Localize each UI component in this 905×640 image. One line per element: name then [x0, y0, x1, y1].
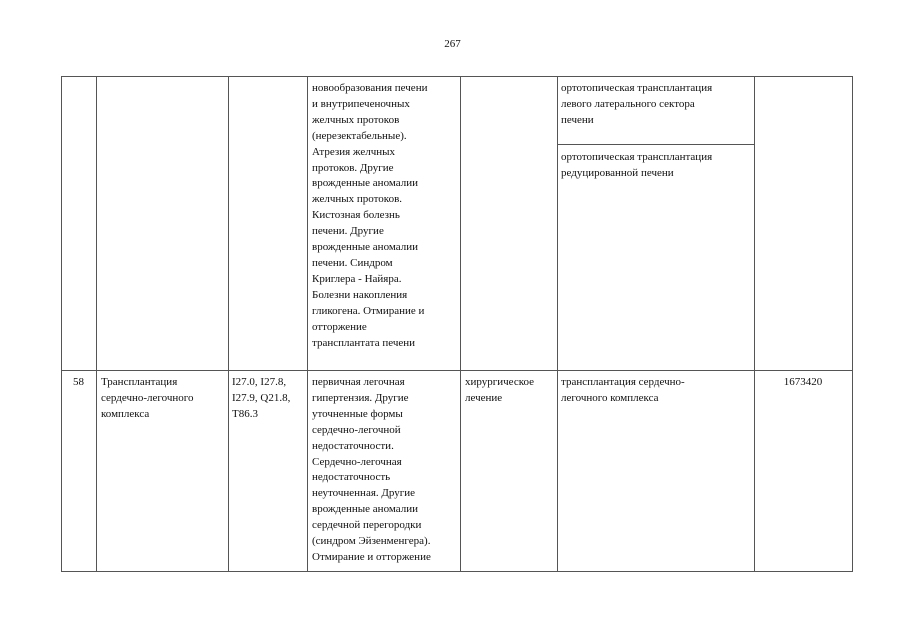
- column-border: [228, 76, 229, 572]
- column-border: [557, 76, 558, 572]
- table-cell-number: 58: [73, 376, 84, 388]
- column-border: [852, 76, 853, 572]
- column-border: [460, 76, 461, 572]
- page-number: 267: [444, 38, 461, 50]
- table-cell-disease: новообразования печени и внутрипеченочных желчных протоков (нерезектабельные). Атрезия желчных протоков. Другие врожденные аномалии желчных протоков. Кистозная болезнь печени. Другие врожденные аномалии печени. Синдром Криглера - Найяра. Болезни накопления гликогена. Отмирание и отторжение трансплантата печени: [312, 82, 428, 349]
- method-divider: [557, 144, 754, 145]
- table-top-border: [61, 76, 853, 77]
- column-border: [754, 76, 755, 572]
- table-bottom-border: [61, 571, 853, 572]
- table-cell-name: Трансплантация сердечно-легочного комплекса: [101, 376, 194, 420]
- table-cell-method: ортотопическая трансплантация редуцированной печени: [561, 151, 713, 179]
- table-cell-codes: I27.0, I27.8, I27.9, Q21.8, T86.3: [232, 376, 291, 420]
- table-cell-treatment: хирургическое лечение: [465, 376, 535, 404]
- row-divider: [61, 370, 853, 371]
- column-border: [307, 76, 308, 572]
- column-border: [61, 76, 62, 572]
- table-cell-disease: первичная легочная гипертензия. Другие уточненные формы сердечно-легочной недостаточности. Сердечно-легочная недостаточность неуточненная. Другие врожденные аномалии сердечной перегородки (синдром Эйзенменгера). Отмирание и отторжение: [312, 376, 431, 563]
- table-cell-cost: 1673420: [783, 376, 823, 388]
- table-cell-method: ортотопическая трансплантация левого латерального сектора печени: [561, 82, 713, 126]
- column-border: [96, 76, 97, 572]
- table-cell-method: трансплантация сердечно- легочного комплекса: [561, 376, 685, 404]
